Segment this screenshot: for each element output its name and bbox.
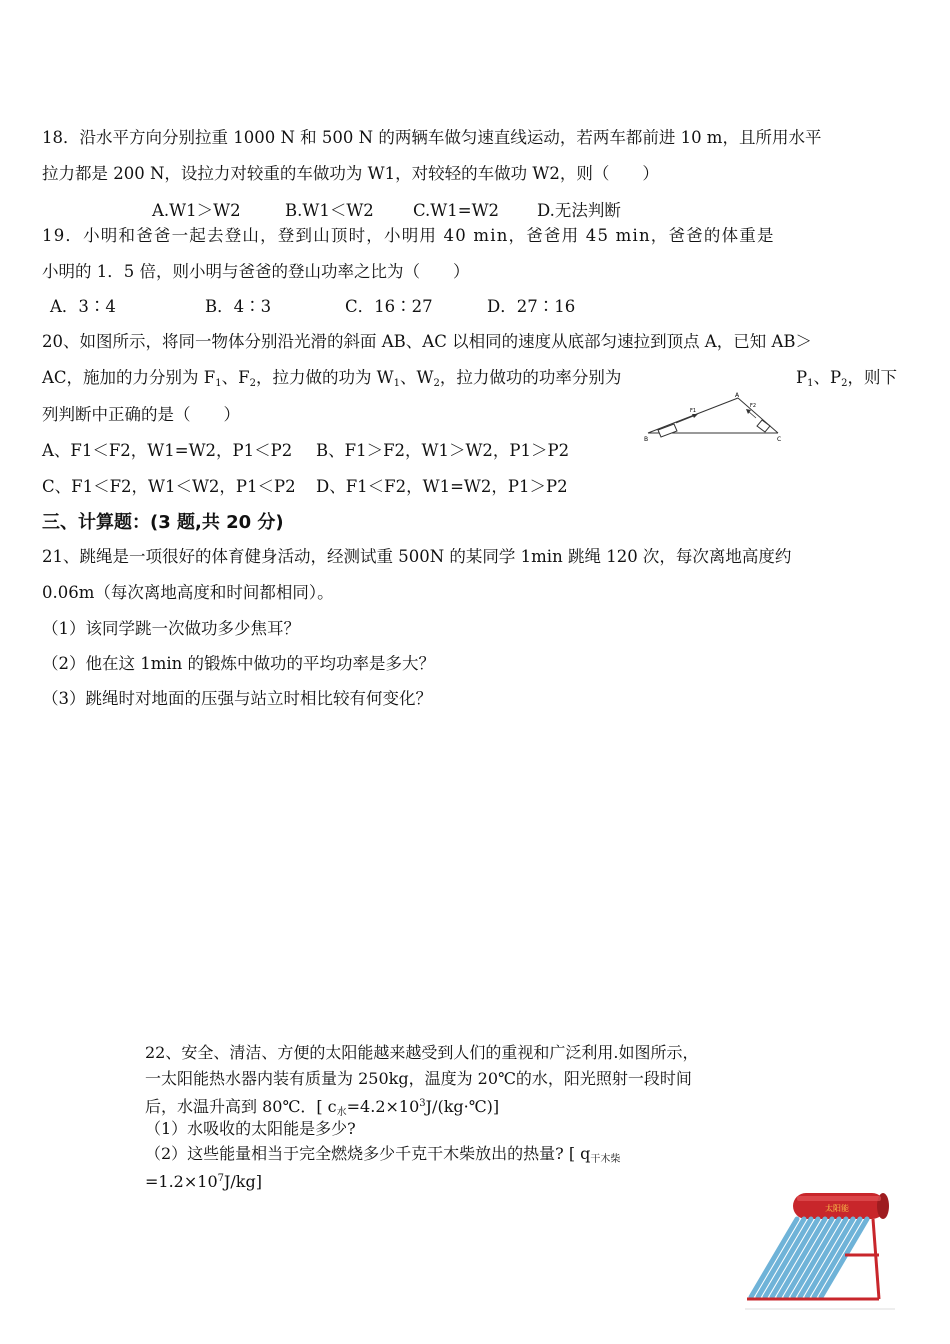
- q20-option-b: B、F1＞F2，W1＞W2，P1＞P2: [316, 441, 570, 460]
- q22-sub1: （1）水吸收的太阳能是多少?: [145, 1119, 356, 1138]
- q18-line1: 18．沿水平方向分别拉重 1000 N 和 500 N 的两辆车做匀速直线运动，若两车都前进 10 m，且所用水平: [42, 128, 822, 147]
- q18-option-a: A.W1＞W2: [152, 201, 241, 220]
- label-f2: F2: [750, 403, 757, 409]
- q19-option-d: D．27∶16: [487, 297, 576, 316]
- label-b: B: [644, 436, 649, 443]
- block-right: [757, 420, 770, 432]
- section-title: 三、计算题：(3 题,共 20 分): [42, 512, 284, 533]
- vacuum-tubes: [751, 1219, 867, 1297]
- q19-option-b: B．4∶3: [205, 297, 272, 316]
- label-f1: F1: [690, 408, 697, 414]
- q21-sub3: （3）跳绳时对地面的压强与站立时相比较有何变化？: [42, 689, 432, 708]
- heater-brand: 太阳能: [825, 1204, 849, 1213]
- q19-line2: 小明的 1．5 倍，则小明与爸爸的登山功率之比为（ ）: [42, 262, 470, 281]
- q21-sub2: （2）他在这 1min 的锻炼中做功的平均功率是多大？: [42, 654, 436, 673]
- q20-line2: AC，施加的力分别为 $F_1$、$F_2$，拉力做的功为 $W_1$、$W_2$，拉力做功的功率分别为: [42, 368, 622, 389]
- q20-line3: 列判断中正确的是（ ）: [42, 405, 240, 424]
- label-c: C: [777, 436, 782, 443]
- arrow-f1: [676, 415, 696, 423]
- q22-line2: 一太阳能热水器内装有质量为 250kg，温度为 20℃的水，阳光照射一段时间: [145, 1069, 692, 1088]
- q22-line3: 后，水温升高到 80℃．[ $c_水=4.2\times 10^3J/(kg\cdot℃)$]: [145, 1097, 500, 1118]
- q22-sub2: （2）这些能量相当于完全燃烧多少千克干木柴放出的热量? [ $q_{干木柴}$: [145, 1144, 621, 1165]
- q19-option-a: A．3∶4: [50, 297, 116, 316]
- q22-line6: $=1.2\times 10^7J/kg$]: [145, 1172, 262, 1191]
- q20-option-d: D、F1＜F2，W1=W2，P1＞P2: [316, 477, 568, 496]
- q20-line1: 20、如图所示，将同一物体分别沿光滑的斜面 AB、AC 以相同的速度从底部匀速拉到顶点 A，已知 AB＞: [42, 332, 813, 351]
- incline-diagram: [640, 390, 790, 448]
- q20-option-a: A、F1＜F2，W1=W2，P1＜P2: [42, 441, 293, 460]
- block-left: [658, 424, 677, 437]
- q22-line1: 22、安全、清洁、方便的太阳能越来越受到人们的重视和广泛利用.如图所示，: [145, 1043, 699, 1062]
- q20-option-c: C、F1＜F2，W1＜W2，P1＜P2: [42, 477, 296, 496]
- q21-line1: 21、跳绳是一项很好的体育健身活动，经测试重 500N 的某同学 1min 跳绳 120 次，每次离地高度约: [42, 547, 792, 566]
- q19-line1: 19．小明和爸爸一起去登山，登到山顶时，小明用 40 min，爸爸用 45 min，爸爸的体重是: [42, 226, 775, 245]
- q19-option-c: C．16∶27: [345, 297, 433, 316]
- q21-sub1: （1）该同学跳一次做功多少焦耳？: [42, 619, 300, 638]
- label-a: A: [735, 392, 740, 399]
- q20-line2-end: $P_1$、$P_2$，则下: [796, 368, 897, 389]
- q18-line2: 拉力都是 200 N，设拉力对较重的车做功为 W1，对较轻的车做功 W2，则（ ）: [42, 164, 659, 183]
- q18-option-d: D.无法判断: [537, 201, 621, 220]
- q18-option-b: B.W1＜W2: [285, 201, 374, 220]
- solar-heater-image: [745, 1185, 895, 1313]
- q21-line2: 0.06m（每次离地高度和时间都相同）。: [42, 583, 334, 602]
- q18-option-c: C.W1=W2: [413, 201, 500, 220]
